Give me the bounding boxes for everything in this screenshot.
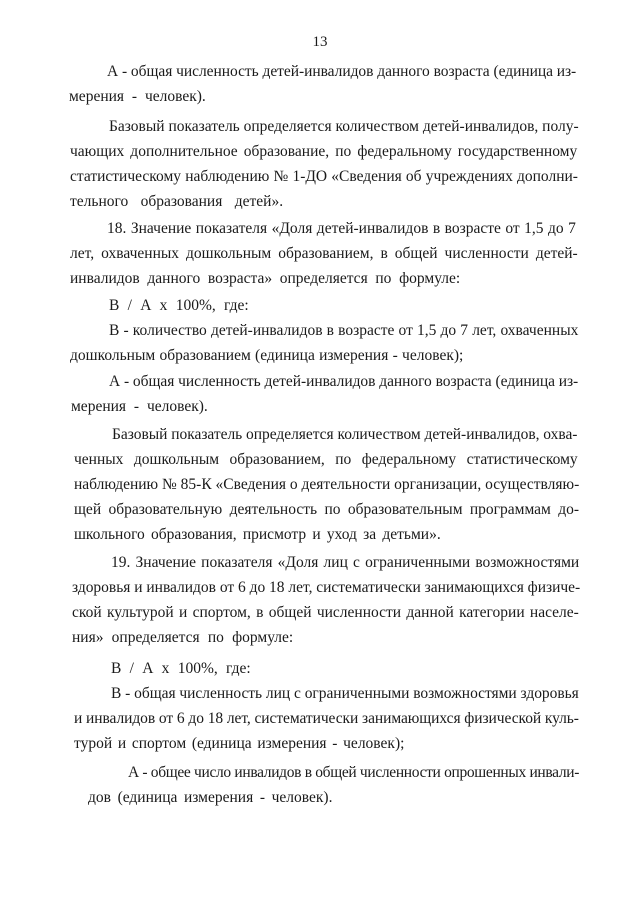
text-line: В - количество детей-инвалидов в возрасте от 1,5 до 7 лет, охваченных bbox=[109, 322, 579, 339]
text-line: щей образовательную деятельность по образовательным программам до- bbox=[74, 501, 580, 518]
text-line: турой и спортом (единица измерения - человек); bbox=[74, 735, 405, 752]
text-line: здоровья и инвалидов от 6 до 18 лет, систематически занимающихся физиче- bbox=[72, 579, 581, 596]
text-line: мерения - человек). bbox=[71, 398, 208, 415]
text-line: мерения - человек). bbox=[69, 88, 206, 105]
text-line: Базовый показатель определяется количеством детей-инвалидов, охва- bbox=[112, 426, 578, 443]
text-line: дов (единица измерения - человек). bbox=[88, 789, 333, 806]
formula-line: В / А х 100%, где: bbox=[109, 297, 249, 314]
text-line: Базовый показатель определяется количеством детей-инвалидов, полу- bbox=[109, 118, 579, 135]
text-line: тельного образования детей». bbox=[70, 193, 284, 210]
text-line: ченных дошкольным образованием, по федеральному статистическому bbox=[74, 451, 578, 468]
text-line: А - общая численность детей-инвалидов данного возраста (единица из- bbox=[107, 63, 577, 80]
text-line: А - общее число инвалидов в общей численности опрошенных инвали- bbox=[128, 764, 580, 781]
text-line: школьного образования, присмотр и уход за детьми». bbox=[74, 526, 441, 543]
text-line: наблюдению № 85-К «Сведения о деятельности организации, осуществляю- bbox=[74, 476, 580, 493]
text-line: статистическому наблюдению № 1-ДО «Сведения об учреждениях дополни- bbox=[70, 168, 578, 185]
text-line: лет, охваченных дошкольным образованием, в общей численности детей- bbox=[70, 245, 578, 262]
page-number: 13 bbox=[312, 34, 328, 50]
formula-line: В / А х 100%, где: bbox=[111, 660, 251, 677]
text-line: и инвалидов от 6 до 18 лет, систематически занимающихся физической куль- bbox=[74, 710, 579, 727]
text-line: дошкольным образованием (единица измерения - человек); bbox=[70, 347, 464, 364]
text-line: инвалидов данного возраста» определяется по формуле: bbox=[70, 270, 461, 287]
text-line: ния» определяется по формуле: bbox=[72, 629, 294, 646]
text-line: 19. Значение показателя «Доля лиц с ограниченными возможностями bbox=[111, 554, 580, 571]
text-line: чающих дополнительное образование, по федеральному государственному bbox=[70, 143, 578, 160]
text-line: ской культурой и спортом, в общей численности данной категории населе- bbox=[72, 604, 579, 621]
text-line: 18. Значение показателя «Доля детей-инвалидов в возрасте от 1,5 до 7 bbox=[107, 220, 576, 237]
text-line: А - общая численность детей-инвалидов данного возраста (единица из- bbox=[109, 373, 579, 390]
text-line: В - общая численность лиц с ограниченными возможностями здоровья bbox=[111, 685, 579, 702]
